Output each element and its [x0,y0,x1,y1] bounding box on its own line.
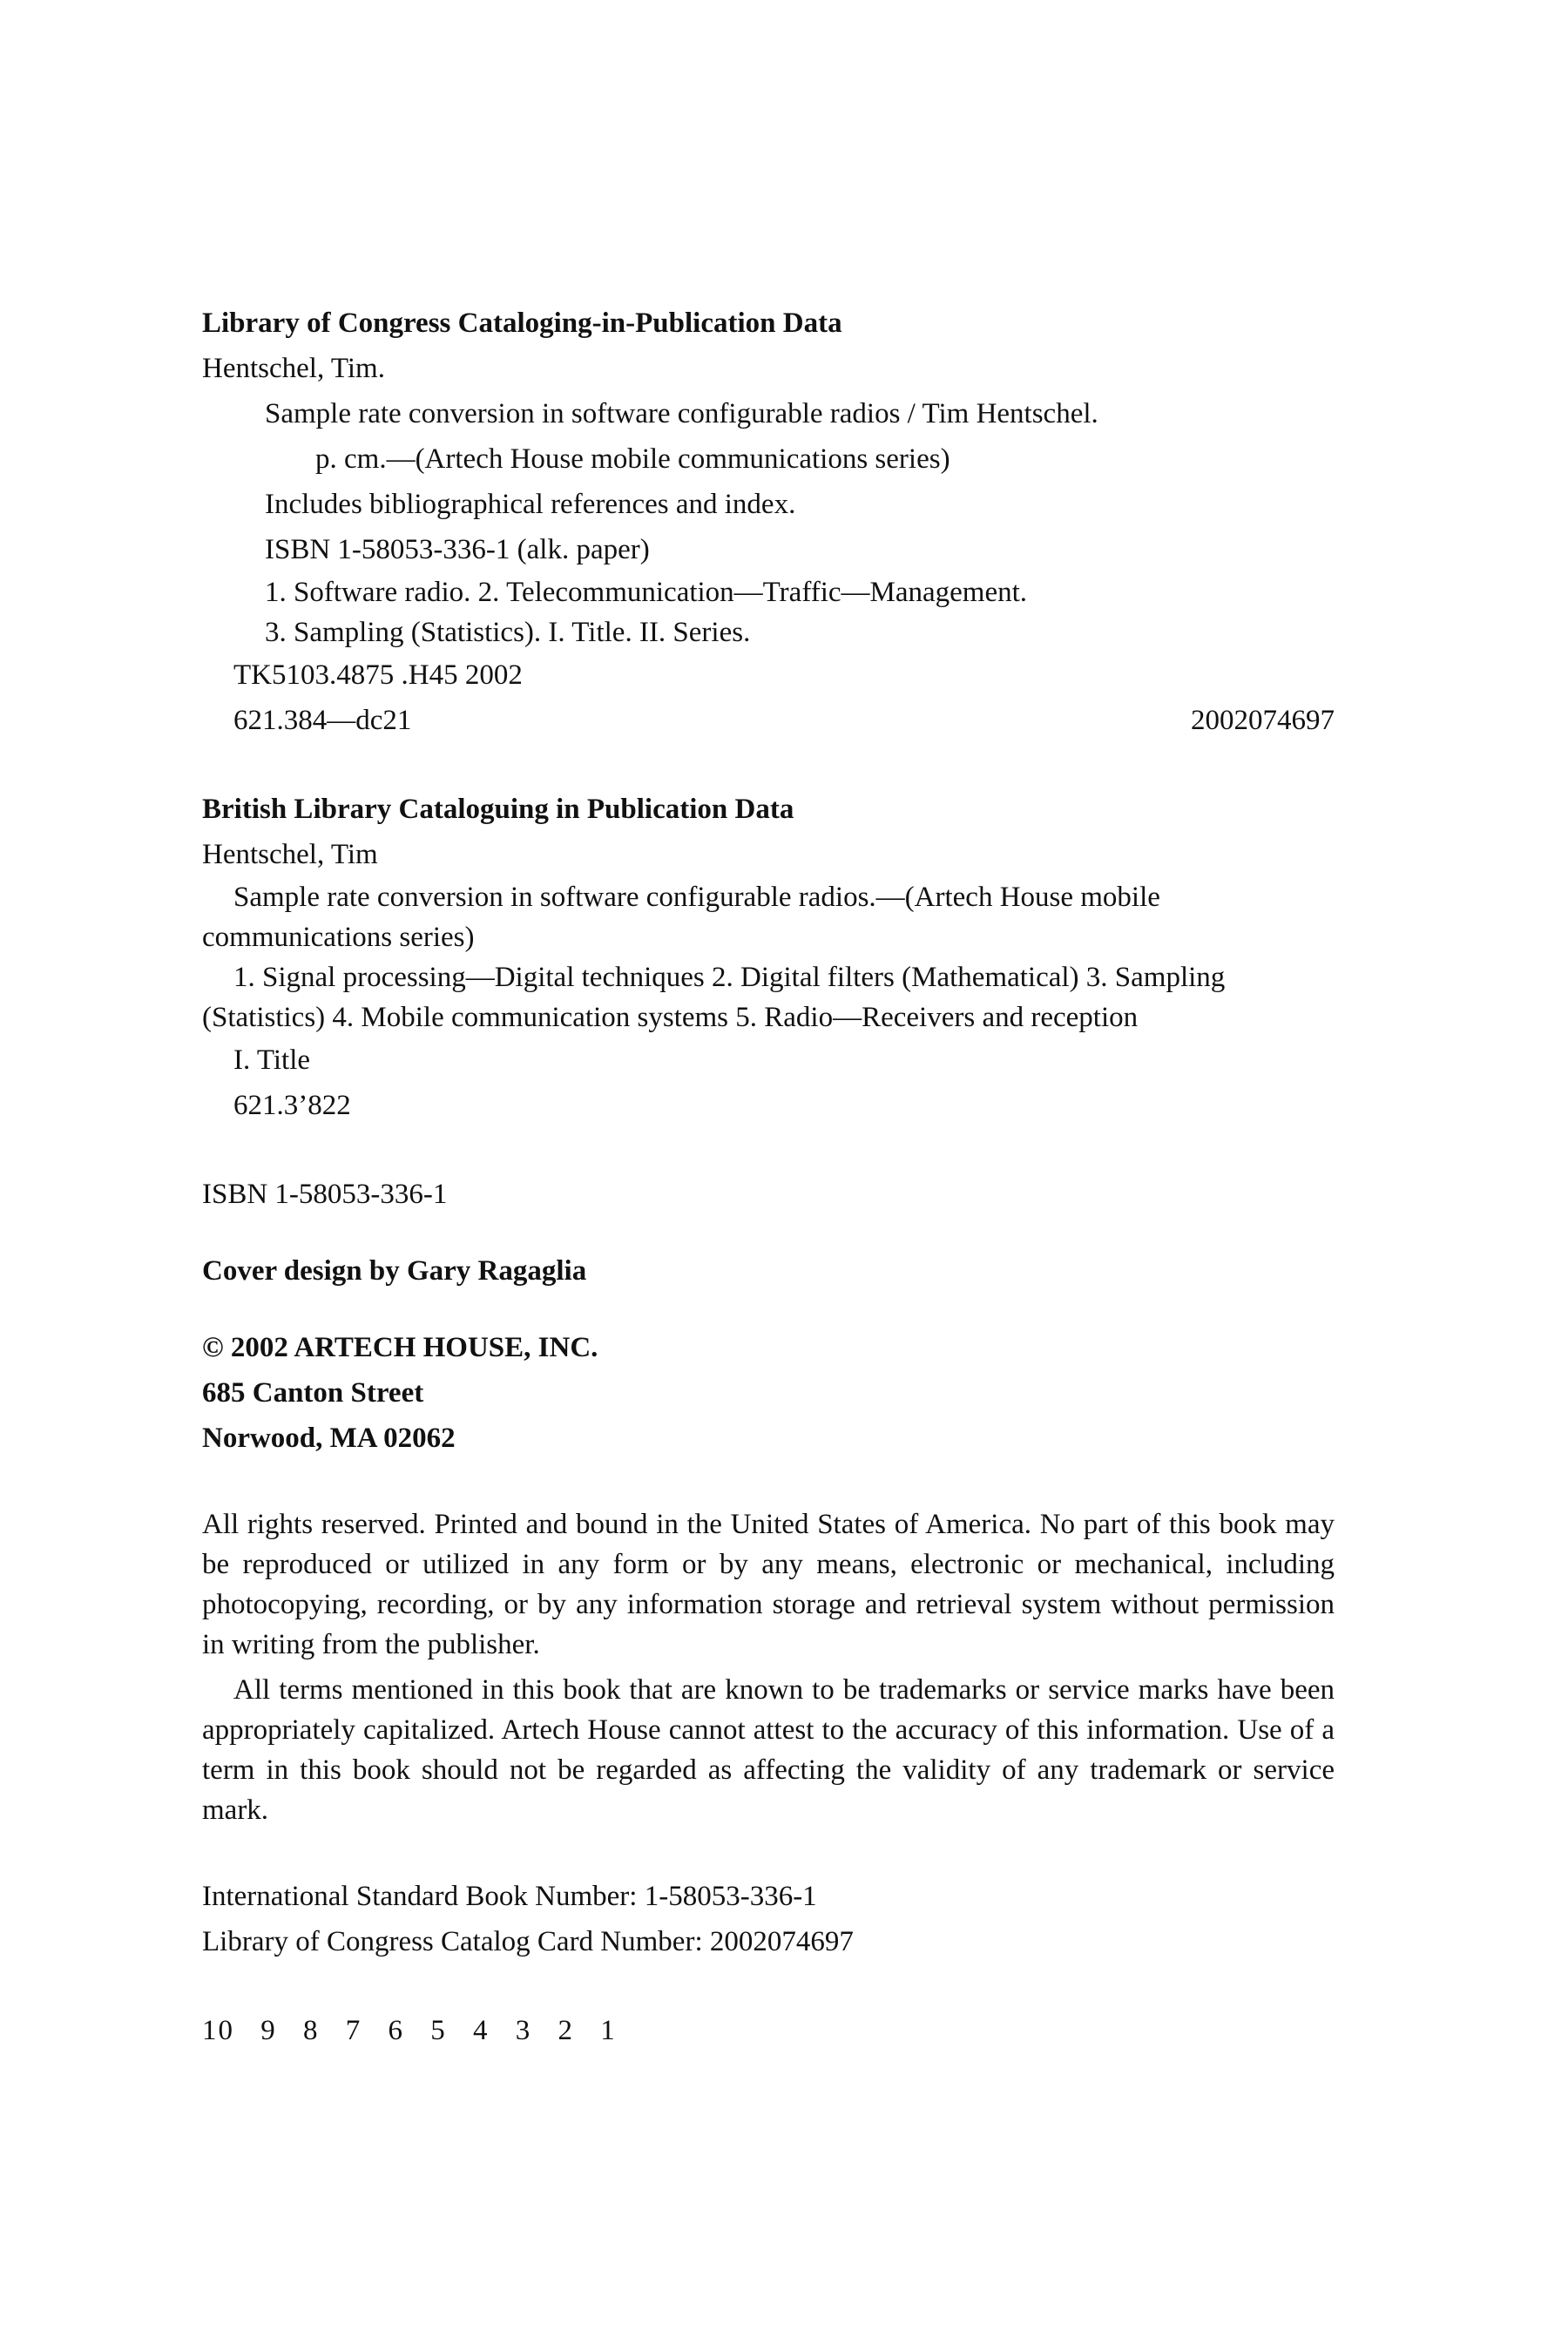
loc-lccn: 2002074697 [1191,705,1335,736]
isbn-full: International Standard Book Number: 1-58053-336-1 [202,1881,817,1912]
publisher-city: Norwood, MA 02062 [202,1423,456,1454]
loc-dewey: 621.384—dc21 [233,705,412,736]
bl-title-paragraph: Sample rate conversion in software configurable radios.—(Artech House mobile communications series) [202,882,1160,953]
copyright-page [202,301,1335,2053]
publisher-street: 685 Canton Street [202,1377,424,1409]
loc-subjects-1: 1. Software radio. 2. Telecommunication—Traffic—Management. [265,577,1028,608]
rights-paragraph-2: All terms mentioned in this book that are known to be trademarks or service marks have been appropriately capitalized. Artech House cannot attest to the accuracy of this information. Use of a term in this book should not be regarded as affecting the validity of any trademark or service mark. [202,1674,1335,1826]
bl-author: Hentschel, Tim [202,839,378,870]
loc-heading: Library of Congress Cataloging-in-Publication Data [202,308,842,339]
loc-isbn-line: ISBN 1-58053-336-1 (alk. paper) [265,534,650,565]
loc-notes-line: Includes bibliographical references and index. [265,489,796,520]
loc-call-number: TK5103.4875 .H45 2002 [233,659,523,691]
bl-title-entry: I. Title [233,1044,311,1076]
rights-paragraph-1: All rights reserved. Printed and bound in the United States of America. No part of this book may be reproduced or utilized in any form or by any means, electronic or mechanical, including photocopying, recording, or by any information storage and retrieval system without permission in writing from the publisher. [202,1509,1335,1660]
cover-credit: Cover design by Gary Ragaglia [202,1255,587,1287]
bl-heading: British Library Cataloguing in Publication Data [202,794,794,825]
bl-subjects-paragraph: 1. Signal processing—Digital techniques 2. Digital filters (Mathematical) 3. Sampling (Statistics) 4. Mobile communication systems 5. Radio—Receivers and reception [202,962,1226,1033]
loc-classification-row [202,698,1335,743]
loc-series-line: p. cm.—(Artech House mobile communications series) [315,443,950,475]
lccn-full: Library of Congress Catalog Card Number: 2002074697 [202,1926,854,1957]
bl-class-number: 621.3’822 [233,1090,351,1121]
loc-author: Hentschel, Tim. [202,353,385,384]
publisher-copyright: © 2002 ARTECH HOUSE, INC. [202,1332,598,1363]
isbn-standalone: ISBN 1-58053-336-1 [202,1179,448,1210]
loc-title-line: Sample rate conversion in software configurable radios / Tim Hentschel. [265,398,1098,429]
printing-number-line: 10 9 8 7 6 5 4 3 2 1 [202,2015,617,2046]
loc-subjects-2: 3. Sampling (Statistics). I. Title. II. Series. [265,617,751,648]
